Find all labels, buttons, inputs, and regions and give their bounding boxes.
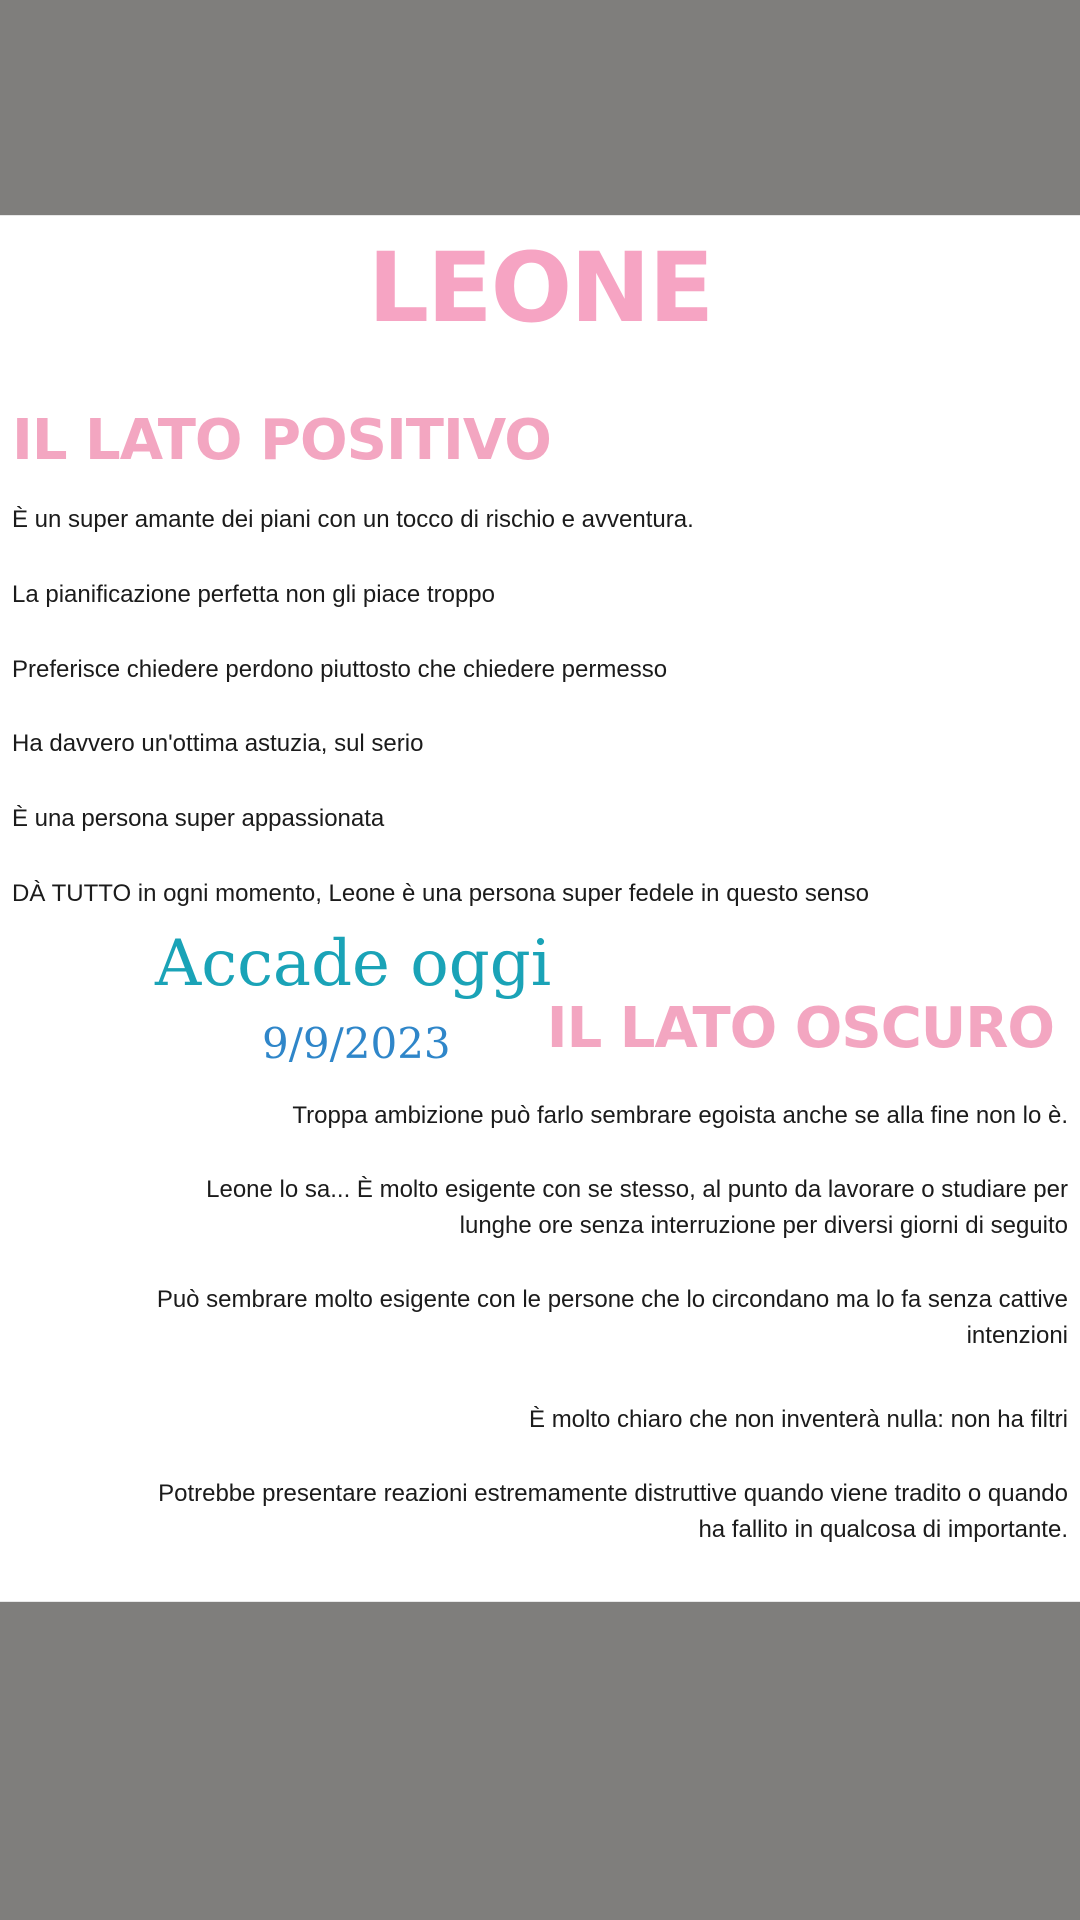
dark-item-line: Troppa ambizione può farlo sembrare egoista anche se alla fine non lo è. xyxy=(292,1102,1068,1129)
dark-item-line: intenzioni xyxy=(966,1322,1068,1349)
dark-item-line: È molto chiaro che non inventerà nulla: non ha filtri xyxy=(529,1406,1068,1433)
dark-item-line: ha fallito in qualcosa di importante. xyxy=(698,1516,1068,1543)
dark-item xyxy=(18,1402,1068,1438)
dark-item-line: Può sembrare molto esigente con le persone che lo circondano ma lo fa senza cattive xyxy=(156,1286,1068,1313)
dark-item xyxy=(18,1172,1068,1244)
positive-item: Ha davvero un'ottima astuzia, sul serio xyxy=(12,730,424,757)
dark-heading: IL LATO OSCURO xyxy=(546,996,1054,1061)
overlay-title: Accade oggi xyxy=(155,927,552,1001)
overlay-date: 9/9/2023 xyxy=(262,1019,451,1068)
dark-item-line: Potrebbe presentare reazioni estremamente distruttive quando viene tradito o quando xyxy=(158,1480,1068,1507)
positive-item: Preferisce chiedere perdono piuttosto che chiedere permesso xyxy=(12,656,668,683)
content-card xyxy=(0,215,1080,1602)
positive-item: La pianificazione perfetta non gli piace troppo xyxy=(12,581,495,608)
positive-heading: IL LATO POSITIVO xyxy=(12,408,551,473)
page-title: LEONE xyxy=(367,232,713,344)
positive-item: È una persona super appassionata xyxy=(12,805,385,832)
dark-item xyxy=(18,1282,1068,1354)
dark-item xyxy=(18,1476,1068,1548)
dark-item-line: lunghe ore senza interruzione per diversi giorni di seguito xyxy=(459,1212,1068,1239)
positive-item: DÀ TUTTO in ogni momento, Leone è una persona super fedele in questo senso xyxy=(12,880,869,907)
dark-item xyxy=(18,1098,1068,1134)
positive-item: È un super amante dei piani con un tocco di rischio e avventura. xyxy=(12,506,694,533)
dark-item-line: Leone lo sa... È molto esigente con se stesso, al punto da lavorare o studiare per xyxy=(206,1176,1068,1203)
